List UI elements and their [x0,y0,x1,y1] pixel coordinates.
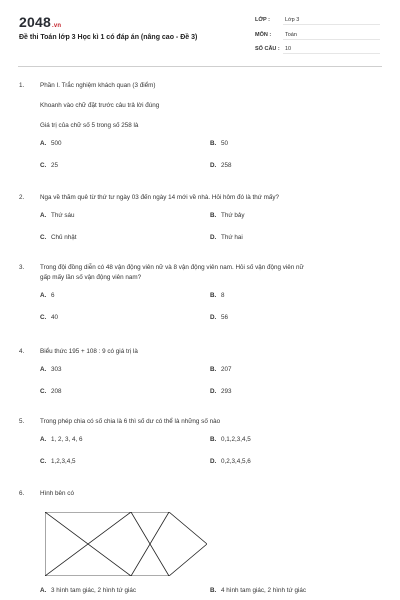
options [40,203,380,253]
option-letter: A. [40,436,47,443]
option-text: 50 [221,140,229,147]
option-letter: D. [210,234,217,241]
option-a[interactable] [40,435,190,445]
option-c[interactable] [40,313,190,323]
option-a[interactable] [40,291,190,301]
option-text: 4 hình tam giác, 2 hình tứ giác [221,587,307,594]
option-letter: A. [40,587,47,594]
option-letter: A. [40,140,47,147]
option-letter: A. [40,366,47,373]
option-letter: B. [210,140,217,147]
option-d[interactable] [210,457,360,467]
option-b[interactable] [210,365,360,375]
option-c[interactable] [40,457,190,467]
option-b[interactable] [210,435,360,445]
options [40,131,380,181]
option-letter: C. [40,162,47,169]
question-5 [19,417,380,477]
question-6 [19,489,380,499]
option-text: 258 [221,162,232,169]
option-text: 500 [51,140,62,147]
question-stem: Biểu thức 195 + 108 : 9 có giá trị là [40,348,138,355]
question-3 [19,263,380,333]
option-a[interactable] [40,586,190,596]
option-d[interactable] [210,387,360,397]
meta-subject-label: MÔN : [255,32,272,38]
option-d[interactable] [210,313,360,323]
document-title: Đề thi Toán lớp 3 Học kì 1 có đáp án (nâng cao - Đề 3) [19,34,198,41]
option-letter: D. [210,162,217,169]
option-text: 8 [221,292,225,299]
option-c[interactable] [40,387,190,397]
options [40,283,380,333]
option-letter: B. [210,587,217,594]
logo-suffix: .vn [51,23,62,29]
option-letter: D. [210,314,217,321]
option-text: 0,2,3,4,5,6 [221,458,251,465]
option-a[interactable] [40,365,190,375]
option-d[interactable] [210,161,360,171]
option-text: 293 [221,388,232,395]
meta-underline [283,53,380,54]
figure-outline [45,512,207,576]
question-stem: Nga về thăm quê từ thứ tư ngày 03 đến ngày 14 mới về nhà. Hỏi hôm đó là thứ mấy? [40,194,280,201]
option-text: Chủ nhật [51,234,77,241]
meta-class-label: LỚP : [255,17,270,23]
option-letter: A. [40,292,47,299]
options [40,357,380,407]
meta-class-value: Lớp 3 [285,17,300,23]
option-text: 1, 2, 3, 4, 6 [51,436,83,443]
meta-count-label: SỐ CÂU : [255,46,280,52]
option-letter: D. [210,388,217,395]
option-text: Thứ bảy [221,212,245,219]
meta-underline [283,39,380,40]
option-text: Thứ hai [221,234,243,241]
option-text: 303 [51,366,62,373]
question-1 [19,81,380,181]
option-letter: B. [210,436,217,443]
option-text: 3 hình tam giác, 2 hình tứ giác [51,587,137,594]
option-letter: C. [40,388,47,395]
option-text: 6 [51,292,55,299]
question-stem-line-2: gấp mấy lần số vận động viên nam? [40,274,142,281]
option-c[interactable] [40,161,190,171]
option-a[interactable] [40,211,190,221]
question-stem-line-1: Trong đội đồng diễn có 48 vận động viên nữ và 8 vận động viên nam. Hỏi số vận động viên nữ [40,264,304,271]
question-number: 2. [19,194,25,201]
question-6-options [19,584,380,596]
options [40,427,380,477]
meta-count-value: 10 [285,46,292,52]
geometry-figure [45,512,207,576]
option-text: 40 [51,314,59,321]
site-logo[interactable] [19,14,61,30]
option-b[interactable] [210,586,360,596]
option-letter: C. [40,234,47,241]
option-letter: D. [210,458,217,465]
option-b[interactable] [210,291,360,301]
option-c[interactable] [40,233,190,243]
option-letter: C. [40,314,47,321]
question-number: 3. [19,264,25,271]
option-text: 0,1,2,3,4,5 [221,436,251,443]
option-text: 207 [221,366,232,373]
option-b[interactable] [210,139,360,149]
question-stem: Hình bên có [40,490,74,497]
option-letter: C. [40,458,47,465]
question-stem: Trong phép chia có số chia là 6 thì số dư có thể là những số nào [40,418,221,425]
header-divider [18,66,382,67]
question-stem: Phần I. Trắc nghiệm khách quan (3 điểm) [40,82,156,89]
question-number: 5. [19,418,25,425]
option-text: Thứ sáu [51,212,75,219]
option-b[interactable] [210,211,360,221]
question-intro: Khoanh vào chữ đặt trước câu trả lời đúng [40,102,160,109]
option-text: 56 [221,314,229,321]
options [40,584,380,596]
option-letter: A. [40,212,47,219]
question-4 [19,347,380,407]
logo-text: 2048 [19,14,51,30]
question-2 [19,193,380,253]
option-text: 1,2,3,4,5 [51,458,76,465]
question-prompt: Giá trị của chữ số 5 trong số 258 là [40,122,139,129]
question-number: 1. [19,82,25,89]
option-letter: B. [210,212,217,219]
option-text: 208 [51,388,62,395]
meta-subject-value: Toán [285,32,297,38]
question-number: 6. [19,490,25,497]
option-letter: B. [210,366,217,373]
option-letter: B. [210,292,217,299]
question-number: 4. [19,348,25,355]
option-text: 25 [51,162,59,169]
meta-underline [283,24,380,25]
option-d[interactable] [210,233,360,243]
option-a[interactable] [40,139,190,149]
